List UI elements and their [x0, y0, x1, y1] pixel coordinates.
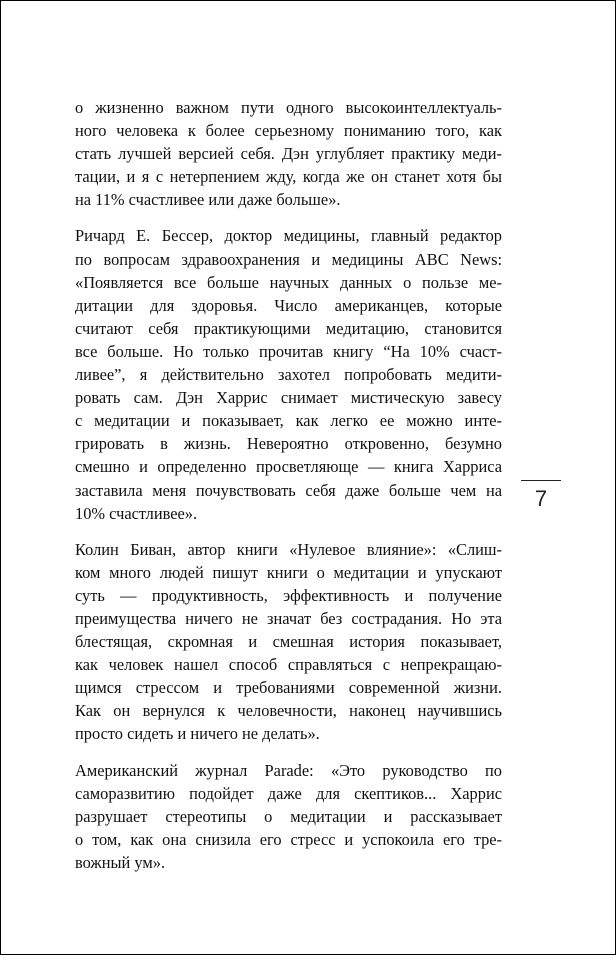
text-line: на 11% счастливее или даже больше». [75, 190, 341, 210]
text-line: о жизненно важном пути одного высокоинтеллектуаль- [75, 98, 502, 117]
text-line: по вопросам здравоохранения и медицины ABC News: [75, 249, 502, 269]
text-line: считают себя практикующими медитацию, становится [75, 318, 502, 338]
folio-rule [521, 480, 561, 481]
text-line: как человек нашел способ справляться с непрекращаю- [75, 655, 502, 675]
text-line: смешно и определенно просветляюще — книга Харриса [75, 457, 502, 477]
text-line: преимущества ничего не значат без сострадания. Но эта [75, 608, 502, 628]
text-line: стать лучшей версией себя. Дэн углубляет практику меди- [75, 144, 502, 164]
page-number: 7 [534, 486, 548, 511]
text-line: тации, и я с нетерпением жду, когда же он станет хотя бы [75, 167, 502, 187]
paragraph-review-besser [75, 224, 502, 524]
text-line: Американский журнал Parade: «Это руководство по [75, 760, 502, 780]
text-line: Колин Биван, автор книги «Нулевое влияние»: «Слиш- [75, 539, 502, 559]
text-line: ливее”, я действительно захотел попробовать медити- [75, 365, 502, 385]
text-line: вожный ум». [75, 852, 166, 872]
text-line: просто сидеть и ничего не делать». [75, 724, 320, 744]
text-line: о том, как она снизила его стресс и успокоила его тре- [75, 829, 502, 849]
text-line: ровать сам. Дэн Харрис снимает мистическую завесу [75, 388, 502, 408]
paragraph-review-continuation [75, 96, 502, 211]
text-line: ного человека к более серьезному пониманию того, как [75, 121, 502, 141]
text-line: блестящая, скромная и смешная история показывает, [75, 632, 502, 652]
text-line: щимся стрессом и требованиями современной жизни. [75, 678, 502, 698]
text-line: с медитации и показывает, как легко ее можно инте- [75, 411, 502, 431]
text-line: грировать в жизнь. Невероятно откровенно, безумно [75, 434, 502, 454]
text-line: «Появляется все больше научных данных о пользе ме- [75, 272, 502, 292]
text-line: все больше. Но только прочитав книгу “На 10% счаст- [75, 341, 502, 361]
text-line: Ричард Е. Бессер, доктор медицины, главный редактор [75, 226, 502, 246]
text-line: саморазвитию подойдет даже для скептиков... Харрис [75, 783, 502, 803]
text-line: 10% счастливее». [75, 503, 198, 523]
text-line: разрушает стереотипы о медитации и рассказывает [75, 806, 502, 826]
text-line: Как он вернулся к человечности, наконец научившись [75, 701, 502, 721]
text-line: ком много людей пишут книги о медитации и упускают [75, 562, 502, 582]
text-line: дитации для здоровья. Число американцев, которые [75, 295, 502, 315]
paragraph-review-parade [75, 759, 502, 874]
text-line: заставила меня почувствовать себя даже больше чем на [75, 480, 502, 500]
body-text [75, 96, 502, 887]
paragraph-review-bivan [75, 538, 502, 746]
text-line: суть — продуктивность, эффективность и получение [75, 585, 502, 605]
